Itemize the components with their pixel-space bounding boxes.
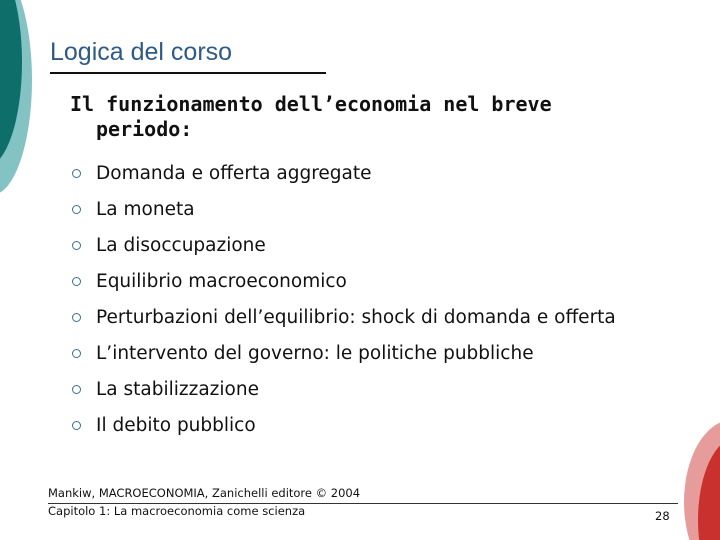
- list-item: [70, 227, 690, 263]
- footer-chapter: Capitolo 1: La macroeconomia come scienza: [48, 504, 306, 518]
- list-item-text: La moneta: [96, 198, 195, 220]
- list-item-text: La stabilizzazione: [96, 378, 259, 400]
- circle-bullet-icon: [72, 241, 81, 250]
- circle-bullet-icon: [72, 385, 81, 394]
- list-item: [70, 407, 690, 443]
- circle-bullet-icon: [72, 169, 81, 178]
- list-item: [70, 191, 690, 227]
- footer-source: Mankiw, MACROECONOMIA, Zanichelli editore © 2004: [48, 486, 361, 500]
- list-item: [70, 371, 690, 407]
- list-item: [70, 335, 690, 371]
- circle-bullet-icon: [72, 313, 81, 322]
- list-item-text: Equilibrio macroeconomico: [96, 270, 347, 292]
- list-item: [70, 155, 690, 191]
- slide-subtitle: [70, 92, 670, 142]
- list-item: [70, 263, 690, 299]
- circle-bullet-icon: [72, 205, 81, 214]
- list-item: [70, 299, 690, 335]
- list-item-text: Il debito pubblico: [96, 414, 256, 436]
- circle-bullet-icon: [72, 349, 81, 358]
- circle-bullet-icon: [72, 421, 81, 430]
- subtitle-line-1: Il funzionamento dell’economia nel breve: [70, 92, 552, 116]
- title-underline: [50, 72, 326, 74]
- list-item-text: Perturbazioni dell’equilibrio: shock di domanda e offerta: [96, 306, 616, 328]
- list-item-text: Domanda e offerta aggregate: [96, 162, 372, 184]
- list-item-text: L’intervento del governo: le politiche pubbliche: [96, 342, 534, 364]
- list-item-text: La disoccupazione: [96, 234, 266, 256]
- subtitle-line-2: periodo:: [96, 117, 193, 141]
- bullet-list: [70, 155, 690, 443]
- slide-title: Logica del corso: [50, 38, 233, 66]
- page-number: 28: [655, 509, 670, 523]
- circle-bullet-icon: [72, 277, 81, 286]
- left-decoration: [0, 0, 40, 200]
